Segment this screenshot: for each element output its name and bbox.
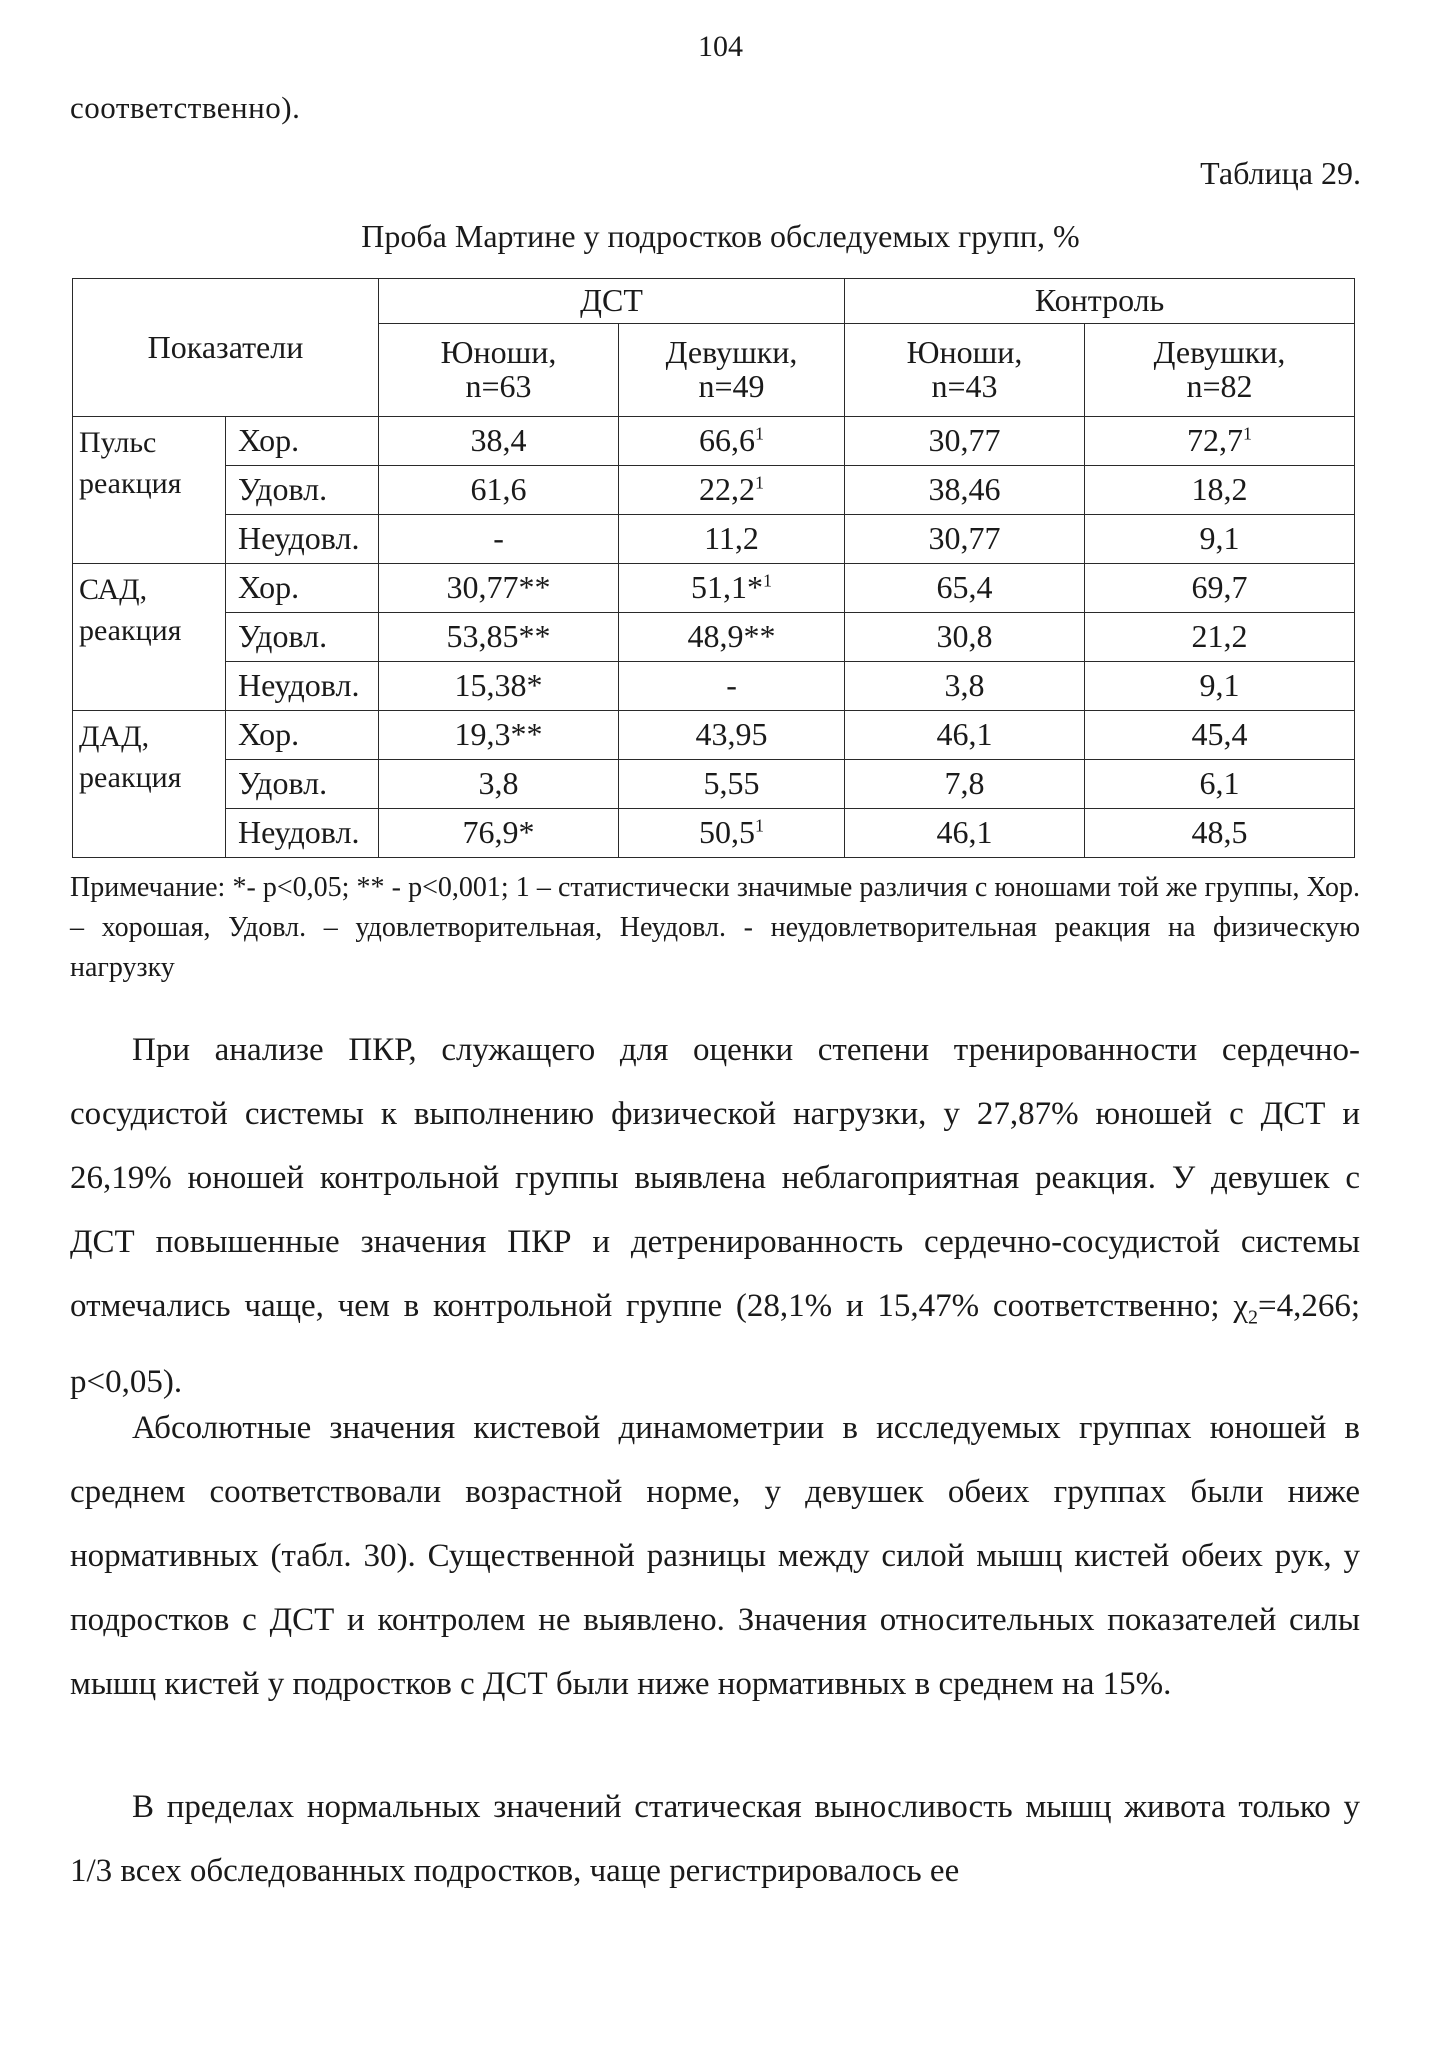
header-indicators: Показатели <box>73 279 379 417</box>
carry-over-text: соответственно). <box>70 90 301 125</box>
row-group-label <box>73 417 226 564</box>
subheader-n: n=63 <box>465 368 532 404</box>
group-line: реакция <box>79 760 182 794</box>
value-cell: 48,9** <box>619 613 845 662</box>
page-number: 104 <box>698 30 743 63</box>
subheader-label: Девушки, <box>1153 334 1286 371</box>
indicator-cell: Хор. <box>226 564 379 613</box>
value-text: 72,7 <box>1187 422 1244 459</box>
value-cell: 46,1 <box>845 711 1085 760</box>
value-cell <box>1085 417 1355 466</box>
subheader-n: n=82 <box>1186 368 1253 404</box>
value-cell <box>619 466 845 515</box>
row-group-label <box>73 711 226 858</box>
header-group-dst: ДСТ <box>379 279 845 324</box>
group-line: САД, <box>79 573 148 606</box>
value-cell: 76,9* <box>379 809 619 858</box>
table-row <box>73 564 1355 613</box>
value-text: 22,2 <box>699 471 756 508</box>
value-text: 50,5 <box>699 814 756 851</box>
value-cell: 48,5 <box>1085 809 1355 858</box>
value-cell <box>619 417 845 466</box>
subheader-cell <box>379 324 619 417</box>
paragraph-text: В пределах нормальных значений статическая выносливость мышц живота только у 1/3 всех обследованных подростков, чаще регистрировалось ее <box>70 1789 1360 1889</box>
value-cell: 30,77 <box>845 417 1085 466</box>
value-cell: 38,4 <box>379 417 619 466</box>
table-row <box>73 662 1355 711</box>
indicator-cell: Неудовл. <box>226 809 379 858</box>
value-cell: 30,77 <box>845 515 1085 564</box>
body-paragraph <box>70 1018 1360 1414</box>
table-label: Таблица 29. <box>1200 155 1361 191</box>
indicator-cell: Хор. <box>226 417 379 466</box>
value-cell: 18,2 <box>1085 466 1355 515</box>
subheader-label: Юноши, <box>906 334 1023 371</box>
value-cell: 3,8 <box>845 662 1085 711</box>
value-cell: - <box>619 662 845 711</box>
subheader-label: Девушки, <box>665 334 798 371</box>
table-note: Примечание: *- p<0,05; ** - p<0,001; 1 – статистически значимые различия с юношами той же группы, Хор. – хорошая, Удовл. – удовлетворительная, Неудовл. - неудовлетворительная реакция на физическую нагрузку <box>70 872 1360 983</box>
chi-subscript: 2 <box>1247 1306 1258 1329</box>
group-line: Пульс <box>79 426 157 459</box>
group-line: реакция <box>79 613 182 647</box>
value-superscript: 1 <box>755 423 765 444</box>
body-paragraph <box>70 1396 1360 1716</box>
value-cell: 9,1 <box>1085 515 1355 564</box>
body-paragraph <box>70 1775 1360 1903</box>
table-caption: Проба Мартине у подростков обследуемых групп, % <box>361 218 1080 254</box>
subheader-n: n=43 <box>931 368 998 404</box>
subheader-cell <box>619 324 845 417</box>
value-cell: 43,95 <box>619 711 845 760</box>
value-superscript: 1 <box>755 472 765 493</box>
value-cell: 46,1 <box>845 809 1085 858</box>
table-row <box>73 515 1355 564</box>
value-cell: 11,2 <box>619 515 845 564</box>
value-superscript: 1 <box>1243 423 1253 444</box>
header-group-control: Контроль <box>845 279 1355 324</box>
value-cell: 3,8 <box>379 760 619 809</box>
table-row <box>73 809 1355 858</box>
value-cell <box>619 809 845 858</box>
results-table <box>72 278 1355 858</box>
indicator-cell: Неудовл. <box>226 662 379 711</box>
value-cell: 61,6 <box>379 466 619 515</box>
value-text: 66,6 <box>699 422 756 459</box>
value-cell: 6,1 <box>1085 760 1355 809</box>
value-cell: 21,2 <box>1085 613 1355 662</box>
value-cell: 7,8 <box>845 760 1085 809</box>
subheader-cell <box>845 324 1085 417</box>
group-line: реакция <box>79 466 182 500</box>
subheader-n: n=49 <box>698 368 765 404</box>
value-cell: 45,4 <box>1085 711 1355 760</box>
value-cell: 9,1 <box>1085 662 1355 711</box>
table-row <box>73 760 1355 809</box>
value-cell: 19,3** <box>379 711 619 760</box>
table-row <box>73 711 1355 760</box>
value-cell: 53,85** <box>379 613 619 662</box>
paragraph-text: Абсолютные значения кистевой динамометрии в исследуемых группах юношей в среднем соответствовали возрастной норме, у девушек обеих группах были ниже нормативных (табл. 30). Существенной разницы между силой мышц кистей обеих рук, у подростков с ДСТ и контролем не выявлено. Значения относительных показателей силы мышц кистей у подростков с ДСТ были ниже нормативных в среднем на 15%. <box>70 1410 1360 1702</box>
paragraph-text: =4,266; p<0,05). <box>70 1288 1360 1400</box>
value-text: 51,1* <box>691 569 764 606</box>
value-cell: 30,77** <box>379 564 619 613</box>
table-row <box>73 613 1355 662</box>
indicator-cell: Хор. <box>226 711 379 760</box>
paragraph-text: При анализе ПКР, служащего для оценки степени тренированности сердечно-сосудистой системы к выполнению физической нагрузки, у 27,87% юношей с ДСТ и 26,19% юношей контрольной группы выявлена неблагоприятная реакция. У девушек с ДСТ повышенные значения ПКР и детренированность сердечно-сосудистой системы отмечались чаще, чем в контрольной группе (28,1% и 15,47% соответственно; χ <box>70 1032 1360 1324</box>
indicator-cell: Удовл. <box>226 466 379 515</box>
value-cell <box>619 564 845 613</box>
indicator-cell: Удовл. <box>226 613 379 662</box>
value-cell: 69,7 <box>1085 564 1355 613</box>
value-cell: 38,46 <box>845 466 1085 515</box>
value-cell: 65,4 <box>845 564 1085 613</box>
table-row <box>73 466 1355 515</box>
indicator-cell: Неудовл. <box>226 515 379 564</box>
table-header-row <box>73 279 1355 324</box>
value-cell: - <box>379 515 619 564</box>
value-superscript: 1 <box>755 815 765 836</box>
indicator-cell: Удовл. <box>226 760 379 809</box>
value-cell: 30,8 <box>845 613 1085 662</box>
subheader-cell <box>1085 324 1355 417</box>
row-group-label <box>73 564 226 711</box>
value-cell: 5,55 <box>619 760 845 809</box>
table-row <box>73 417 1355 466</box>
value-superscript: 1 <box>763 570 773 591</box>
group-line: ДАД, <box>79 720 150 753</box>
subheader-label: Юноши, <box>440 334 557 371</box>
value-cell: 15,38* <box>379 662 619 711</box>
